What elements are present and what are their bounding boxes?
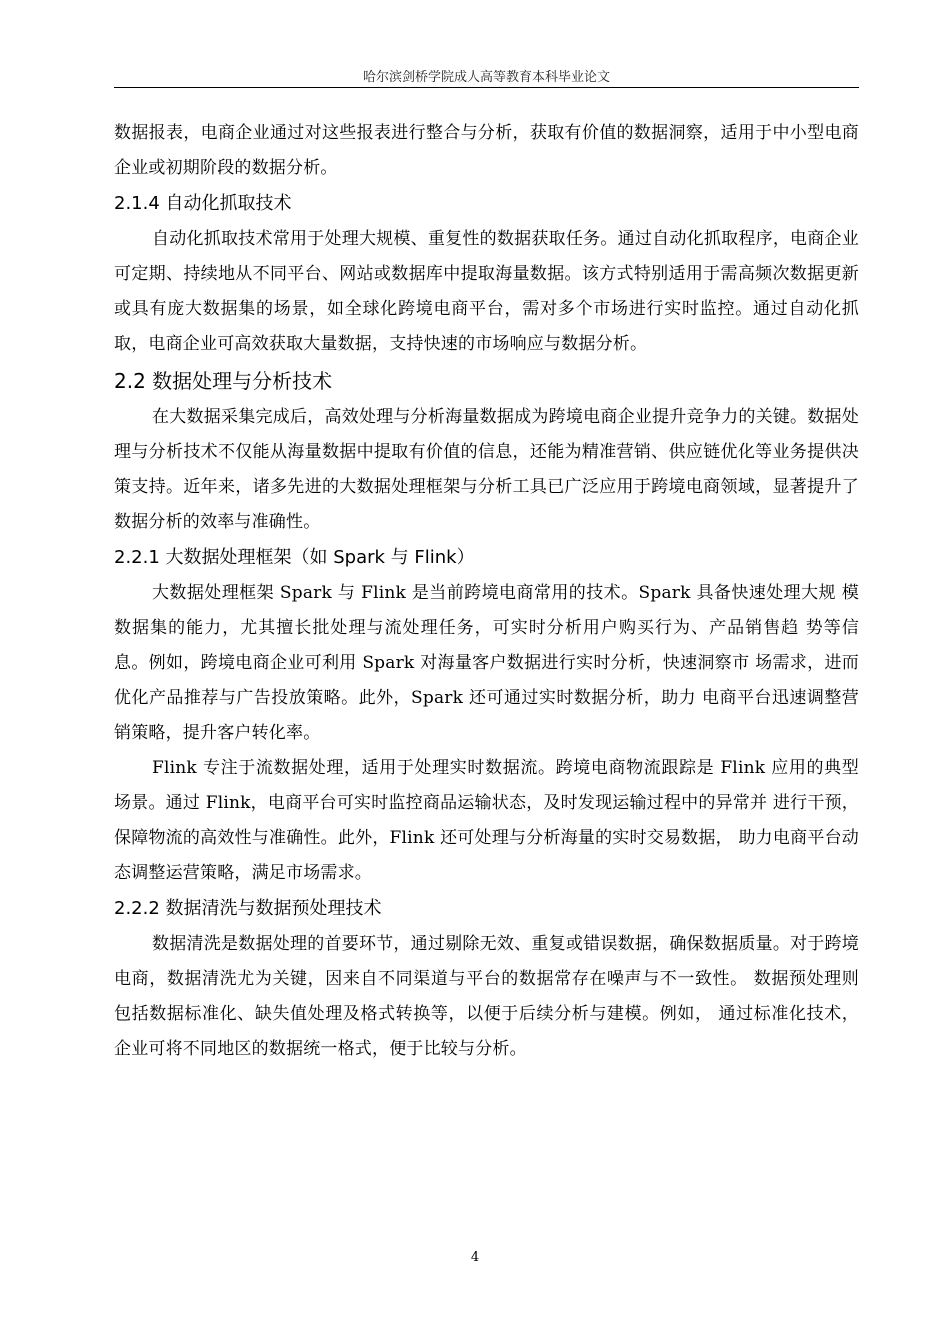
paragraph-data-processing: 在大数据采集完成后，高效处理与分析海量数据成为跨境电商企业提升竞争力的关键。数据处理与分析技术不仅能从海量数据中提取有价值的信息，还能为精准营销、供应链优化等业务提供决策支持。近年来，诸多先进的大数据处理框架与分析工具已广泛应用于跨境电商领域，显著提升了数据分析的效率与准确性。	[114, 407, 859, 532]
paragraph-data-cleaning: 数据清洗是数据处理的首要环节，通过剔除无效、重复或错误数据，确保数据质量。对于跨境电商，数据清洗尤为关键，因来自不同渠道与平台的数据常存在噪声与不一致性。 数据预处理则包括数据标准化、缺失值处理及格式转换等，以便于后续分析与建模。例如， 通过标准化技术，企业可将不同地区的数据统一格式，便于比较与分析。	[114, 934, 859, 1059]
paragraph-automated-scraping: 自动化抓取技术常用于处理大规模、重复性的数据获取任务。通过自动化抓取程序，电商企业可定期、持续地从不同平台、网站或数据库中提取海量数据。该方式特别适用于需高频次数据更新或具有庞大数据集的场景，如全球化跨境电商平台，需对多个市场进行实时监控。通过自动化抓取，电商企业可高效获取大量数据，支持快速的市场响应与数据分析。	[114, 229, 859, 354]
document-body	[114, 116, 859, 1067]
header-rule	[114, 87, 859, 88]
paragraph-intro-continuation: 数据报表，电商企业通过对这些报表进行整合与分析，获取有价值的数据洞察，适用于中小型电商企业或初期阶段的数据分析。	[114, 123, 859, 178]
heading-2-2-2: 2.2.2 数据清洗与数据预处理技术	[114, 898, 382, 919]
page-header: 哈尔滨剑桥学院成人高等教育本科毕业论文	[362, 70, 610, 85]
paragraph-spark: 大数据处理框架 Spark 与 Flink 是当前跨境电商常用的技术。Spark 具备快速处理大规 模数据集的能力，尤其擅长批处理与流处理任务，可实时分析用户购买行为、产品销售趋 势等信息。例如，跨境电商企业可利用 Spark 对海量客户数据进行实时分析，快速洞察市 场需求，进而优化产品推荐与广告投放策略。此外，Spark 还可通过实时数据分析，助力 电商平台迅速调整营销策略，提升客户转化率。	[114, 583, 859, 743]
heading-2-2-1: 2.2.1 大数据处理框架（如 Spark 与 Flink）	[114, 547, 475, 568]
paragraph-flink: Flink 专注于流数据处理，适用于处理实时数据流。跨境电商物流跟踪是 Flink 应用的典型场景。通过 Flink，电商平台可实时监控商品运输状态，及时发现运输过程中的异常并 进行干预，保障物流的高效性与准确性。此外，Flink 还可处理与分析海量的实时交易数据， 助力电商平台动态调整运营策略，满足市场需求。	[114, 758, 859, 883]
page-number: 4	[470, 1250, 480, 1265]
heading-2-2: 2.2 数据处理与分析技术	[114, 369, 333, 393]
heading-2-1-4: 2.1.4 自动化抓取技术	[114, 193, 292, 214]
